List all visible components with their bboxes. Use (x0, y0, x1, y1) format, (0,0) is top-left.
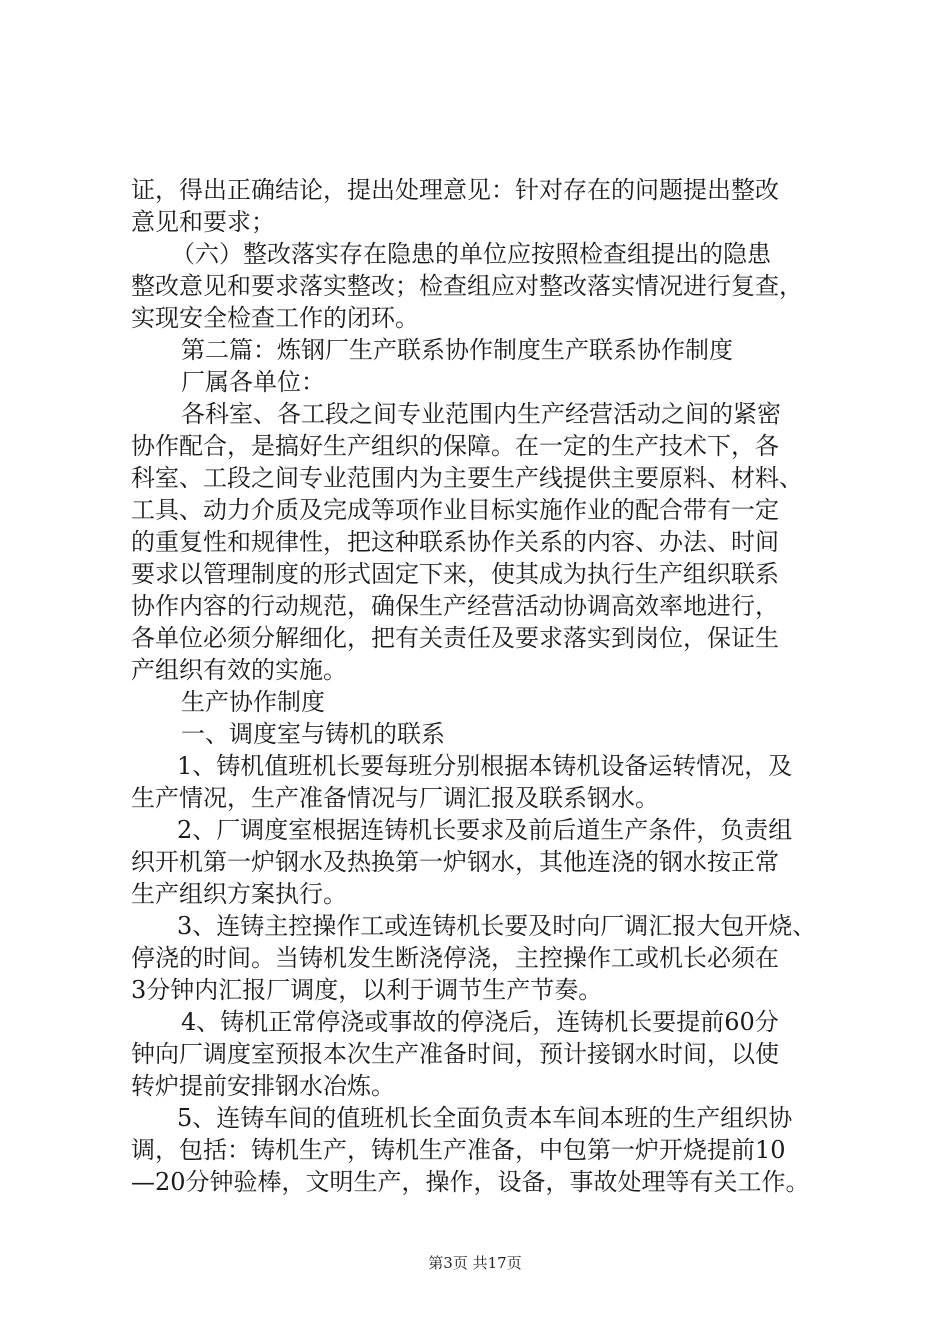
text-line: 整改意见和要求落实整改；检查组应对整改落实情况进行复查， (131, 272, 803, 300)
text-line: 产组织有效的实施。 (131, 656, 347, 684)
subheading: 生产协作制度 (181, 688, 325, 716)
text-line: 协作配合，是搞好生产组织的保障。在一定的生产技术下，各 (131, 432, 779, 460)
text-line: 意见和要求； (131, 208, 275, 236)
text-line: —20分钟验棒，文明生产，操作，设备，事故处理等有关工作。 (131, 1168, 810, 1196)
text-line: 3、连铸主控操作工或连铸机长要及时向厂调汇报大包开烧、 (177, 912, 817, 940)
text-line: 3分钟内汇报厂调度，以利于调节生产节奏。 (131, 976, 603, 1004)
text-line: 协作内容的行动规范，确保生产经营活动协调高效率地进行， (131, 592, 779, 620)
text-line: 调，包括：铸机生产，铸机生产准备，中包第一炉开烧提前10 (131, 1136, 786, 1164)
text-line: 科室、工段之间专业范围内为主要生产线提供主要原料、材料、 (131, 464, 803, 492)
section-heading: 第二篇：炼钢厂生产联系协作制度生产联系协作制度 (181, 336, 733, 364)
text-line: 工具、动力介质及完成等项作业目标实施作业的配合带有一定 (131, 496, 779, 524)
text-line: 证，得出正确结论，提出处理意见：针对存在的问题提出整改 (131, 176, 779, 204)
text-line: 4、铸机正常停浇或事故的停浇后，连铸机长要提前60分 (181, 1008, 779, 1036)
text-line: 厂属各单位： (181, 368, 325, 396)
text-line: 各科室、各工段之间专业范围内生产经营活动之间的紧密 (181, 400, 781, 428)
text-line: 钟向厂调度室预报本次生产准备时间，预计接钢水时间，以使 (131, 1040, 779, 1068)
text-line: 停浇的时间。当铸机发生断浇停浇，主控操作工或机长必须在 (131, 944, 779, 972)
text-line: 实现安全检查工作的闭环。 (131, 304, 419, 332)
text-line: （六）整改落实存在隐患的单位应按照检查组提出的隐患 (171, 240, 771, 268)
text-line: 织开机第一炉钢水及热换第一炉钢水，其他连浇的钢水按正常 (131, 848, 779, 876)
subheading: 一、调度室与铸机的联系 (181, 720, 445, 748)
text-line: 2、厂调度室根据连铸机长要求及前后道生产条件，负责组 (177, 816, 793, 844)
text-line: 1、铸机值班机长要每班分别根据本铸机设备运转情况，及 (177, 752, 793, 780)
text-line: 要求以管理制度的形式固定下来，使其成为执行生产组织联系 (131, 560, 779, 588)
page-number-footer: 第3页 共17页 (428, 1254, 522, 1272)
text-line: 各单位必须分解细化，把有关责任及要求落实到岗位，保证生 (131, 624, 779, 652)
text-line: 5、连铸车间的值班机长全面负责本车间本班的生产组织协 (177, 1104, 793, 1132)
text-line: 生产情况，生产准备情况与厂调汇报及联系钢水。 (131, 784, 659, 812)
text-line: 的重复性和规律性，把这种联系协作关系的内容、办法、时间 (131, 528, 779, 556)
text-line: 生产组织方案执行。 (131, 880, 347, 908)
text-line: 转炉提前安排钢水冶炼。 (131, 1072, 395, 1100)
